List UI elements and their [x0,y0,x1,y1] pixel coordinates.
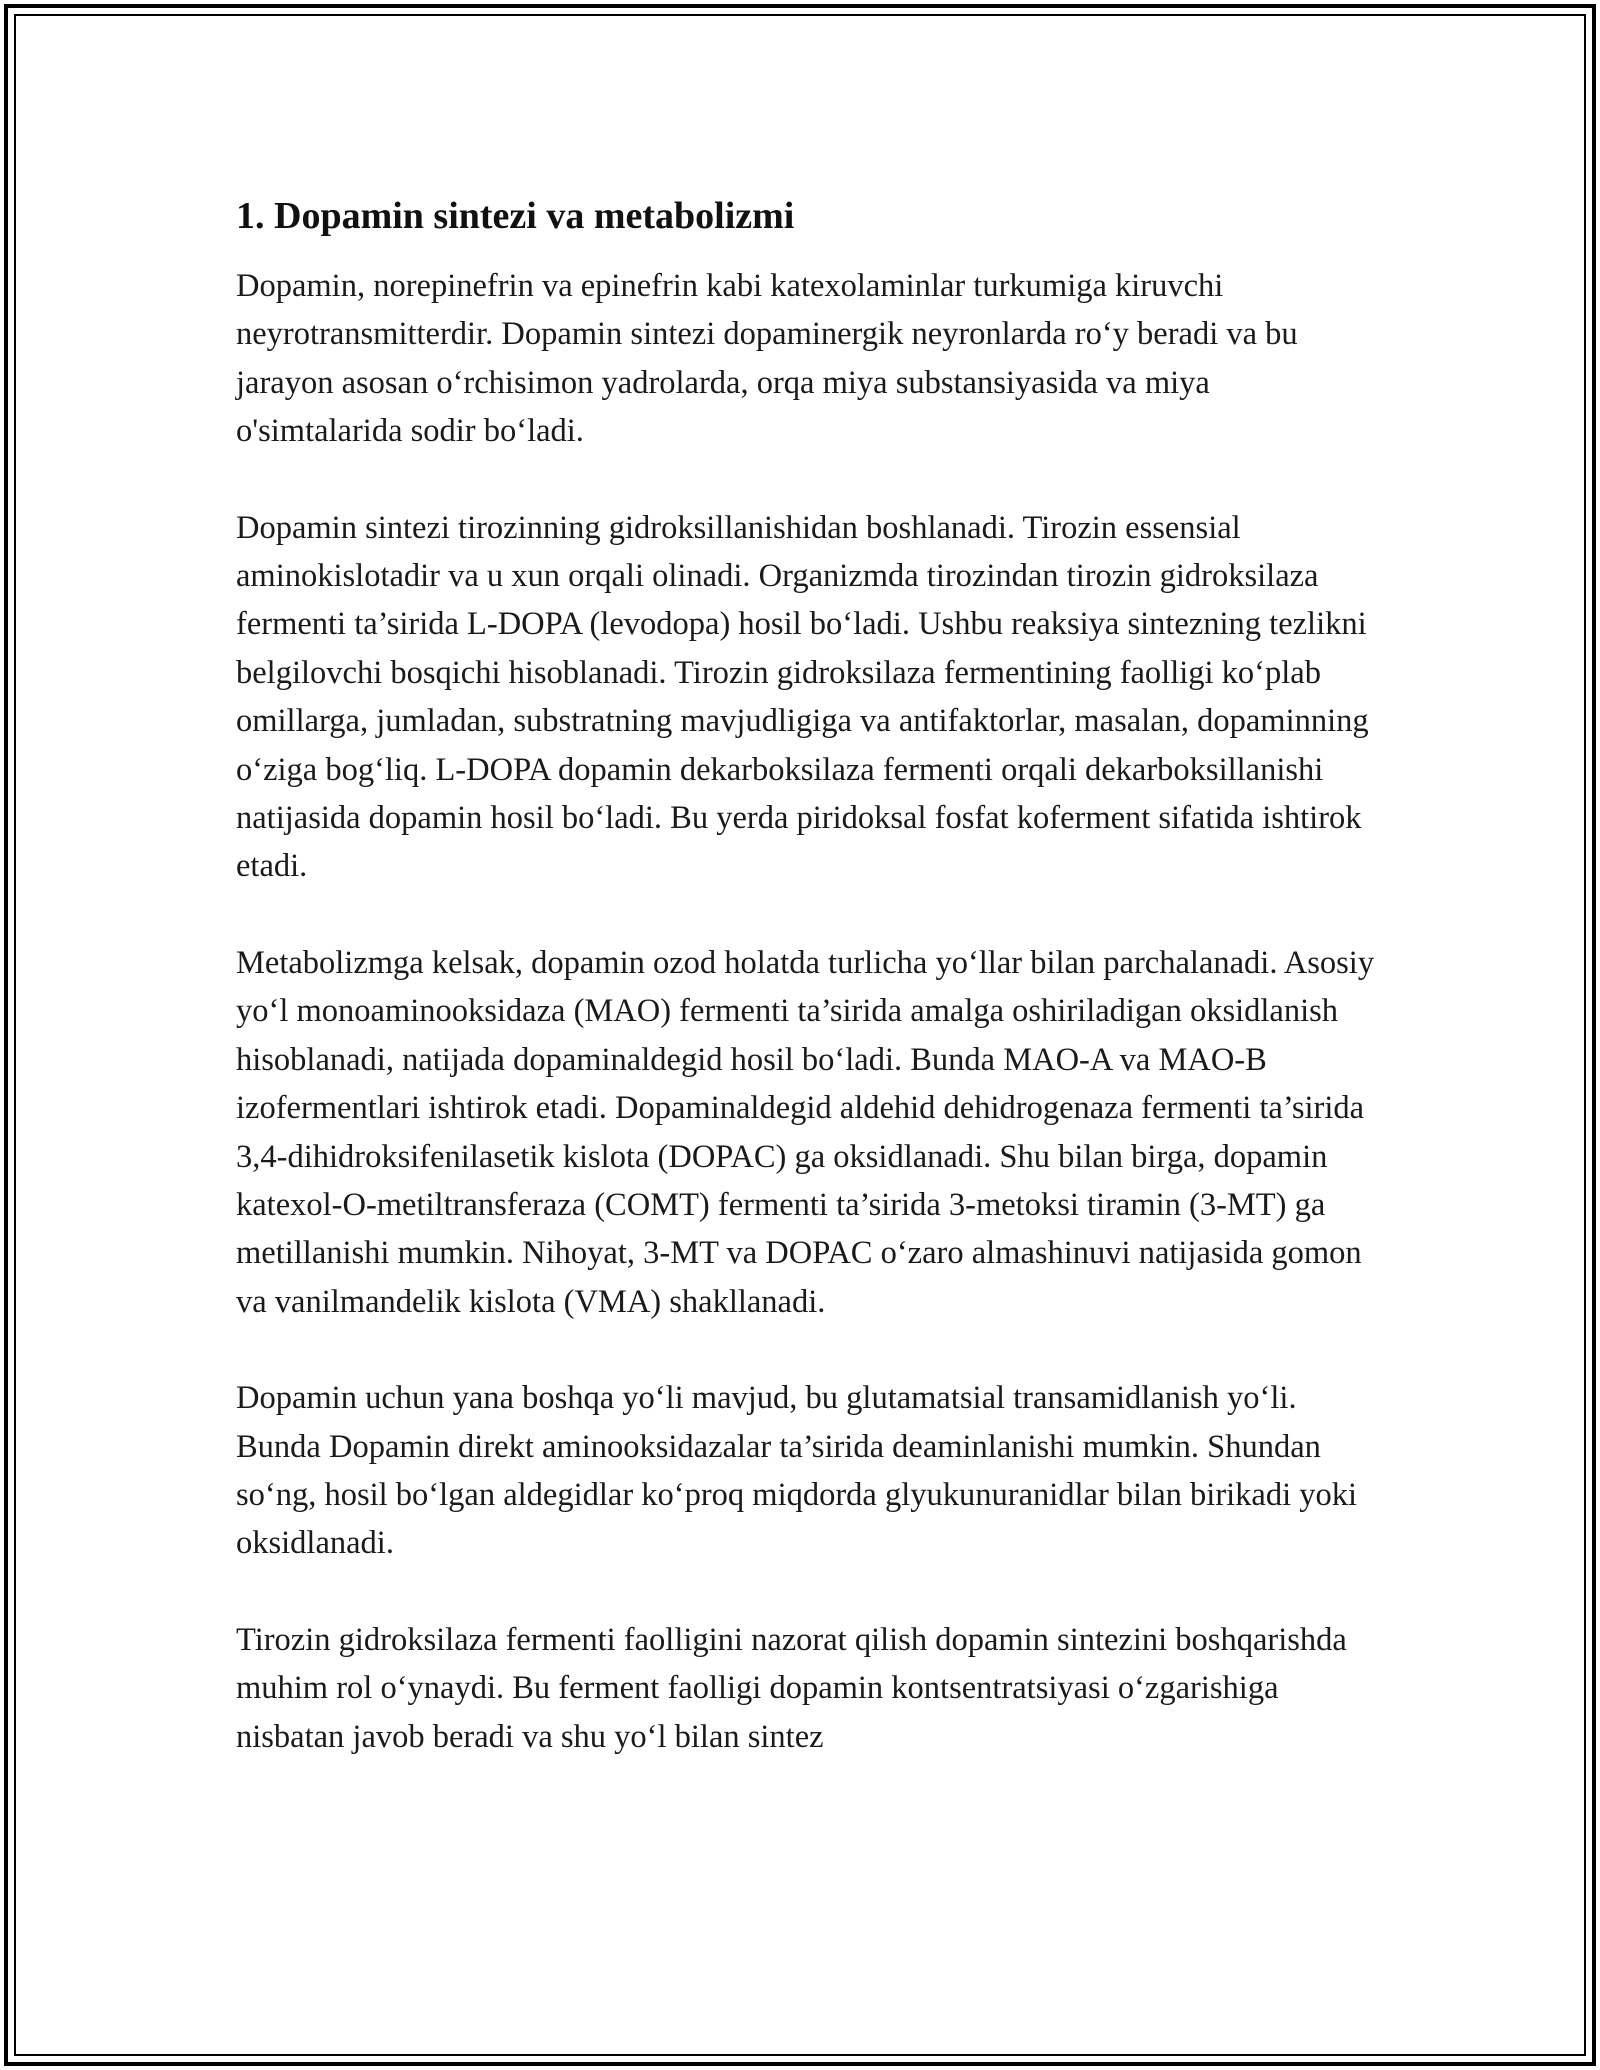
paragraph-metabolism: Metabolizmga kelsak, dopamin ozod holatda turlicha yo‘llar bilan parchalanadi. Asosiy yo‘l monoaminooksidaza (MAO) fermenti ta’sirida amalga oshiriladigan oksidlanish hisoblanadi, natijada dopaminaldegid hosil bo‘ladi. Bunda MAO-A va MAO-B izofermentlari ishtirok etadi. Dopaminaldegid aldehid dehidrogenaza fermenti ta’sirida 3,4-dihidroksifenilasetik kislota (DOPAC) ga oksidlanadi. Shu bilan birga, dopamin katexol-O-metiltransferaza (COMT) fermenti ta’sirida 3-metoksi tiramin (3-MT) ga metillanishi mumkin. Nihoyat, 3-MT va DOPAC o‘zaro almashinuvi natijasida gomon va vanilmandelik kislota (VMA) shakllanadi. [236,944,1375,1320]
document-body [236,188,1376,1809]
section-heading: 1. Dopamin sintezi va metabolizmi [236,195,795,237]
paragraph-regulation: Tirozin gidroksilaza fermenti faolligini nazorat qilish dopamin sintezini boshqarishda muhim rol o‘ynaydi. Bu ferment faolligi dopamin kontsentratsiyasi o‘zgarishiga nisbatan javob beradi va shu yo‘l bilan sintez [236,1621,1347,1755]
paragraph-synthesis: Dopamin sintezi tirozinning gidroksillanishidan boshlanadi. Tirozin essensial aminokislotadir va u xun orqali olinadi. Organizmda tirozindan tirozin gidroksilaza fermenti ta’sirida L-DOPA (levodopa) hosil bo‘ladi. Ushbu reaksiya sintezning tezlikni belgilovchi bosqichi hisoblanadi. Tirozin gidroksilaza fermentining faolligi ko‘plab omillarga, jumladan, substratning mavjudligiga va antifaktorlar, masalan, dopaminning o‘ziga bog‘liq. L-DOPA dopamin dekarboksilaza fermenti orqali dekarboksillanishi natijasida dopamin hosil bo‘ladi. Bu yerda piridoksal fosfat koferment sifatida ishtirok etadi. [236,509,1369,885]
paragraph-alternative-pathway: Dopamin uchun yana boshqa yo‘li mavjud, bu glutamatsial transamidlanish yo‘li. Bunda Dopamin direkt aminooksidazalar ta’sirida deaminlanishi mumkin. Shundan so‘ng, hosil bo‘lgan aldegidlar ko‘proq miqdorda glyukunuranidlar bilan birikadi yoki oksidlanadi. [236,1380,1358,1562]
paragraph-intro: Dopamin, norepinefrin va epinefrin kabi katexolaminlar turkumiga kiruvchi neyrotransmitterdir. Dopamin sintezi dopaminergik neyronlarda ro‘y beradi va bu jarayon asosan o‘rchisimon yadrolarda, orqa miya substansiyasida va miya o'simtalarida sodir bo‘ladi. [236,268,1298,450]
